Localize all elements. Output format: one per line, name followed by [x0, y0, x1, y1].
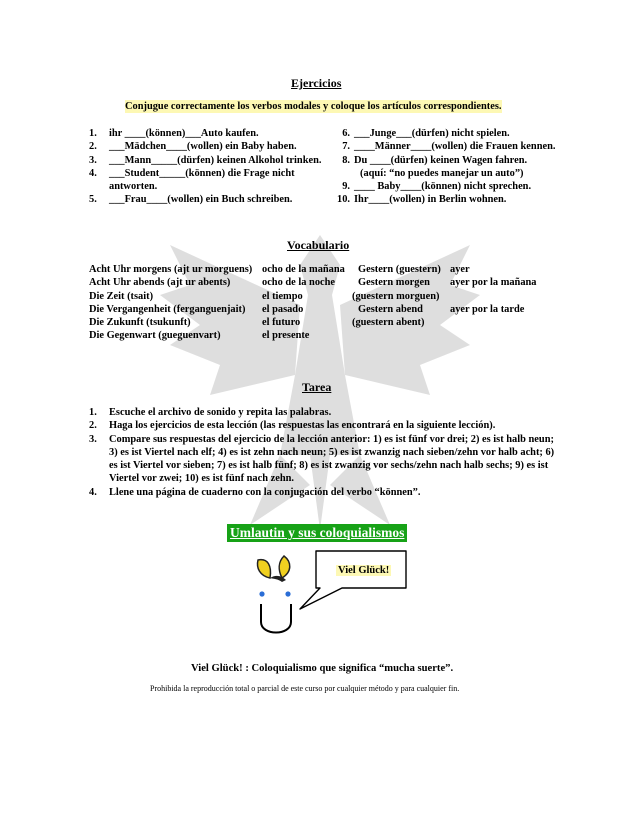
ejercicios-left-list	[89, 127, 321, 207]
vocab-translation: ayer por la mañana	[450, 277, 537, 289]
vocab-spanish-column-2	[450, 263, 537, 316]
vocab-spacer	[450, 290, 537, 303]
exercise-item: 3. ___Mann_____(dürfen) keinen Alkohol trinken.	[89, 154, 322, 166]
ejercicios-title: Ejercicios	[291, 76, 342, 90]
ejercicios-instruction: Conjugue correctamente los verbos modales y coloque los artículos correspondientes.	[125, 101, 502, 112]
vocab-term: Acht Uhr morgens (ajt ur morguens)	[89, 264, 253, 275]
speech-bubble	[270, 548, 410, 612]
umlautin-caption: Viel Glück! : Coloquialismo que significa “mucha suerte”.	[191, 663, 454, 674]
vocab-translation: ayer por la tarde	[450, 303, 525, 315]
task-item: 1. Escuche el archivo de sonido y repita las palabras.	[89, 407, 332, 418]
exercise-item-continuation: antworten.	[109, 181, 158, 193]
exercise-item: 7. ____Männer____(wollen) die Frauen kennen.	[342, 141, 556, 153]
vocab-german-column	[89, 263, 252, 343]
exercise-item: 1. ihr ____(können)___Auto kaufen.	[89, 128, 259, 139]
vocab-term: (guestern morguen)	[352, 290, 440, 302]
exercise-item: 9. ____ Baby____(können) nicht sprechen.	[342, 181, 532, 193]
vocab-translation: el tiempo	[262, 290, 303, 302]
vocab-term: Gestern (guestern)	[358, 264, 441, 275]
vocab-term: Gestern morgen	[358, 277, 430, 289]
task-item: 3. Compare sus respuestas del ejercicio de la lección anterior: 1) es ist fünf vor drei; 2) es ist halb neun; 3) es ist Viertel nach elf; 4) es ist zehn nach neun; 5) es ist zwanzig nach sieben/zehn vor halb acht; 6) es ist Viertel vor sieben; 7) es ist halb fünf; 8) es ist zwanzig vor sechs/zehn nach halb sechs; 9) es ist Viertel vor zwei; 10) es ist fünf nach zehn.	[89, 433, 555, 485]
vocab-term: Die Vergangenheit (ferganguenjait)	[89, 303, 246, 315]
vocab-translation: el presente	[262, 330, 310, 342]
tarea-title: Tarea	[302, 380, 332, 394]
vocab-translation: ocho de la noche	[262, 277, 336, 289]
vocabulario-title: Vocabulario	[287, 238, 350, 252]
vocab-term: Gestern abend	[358, 303, 423, 315]
ejercicios-right-list	[330, 127, 555, 207]
vocab-term: Die Gegenwart (gueguenvart)	[89, 330, 221, 342]
vocab-term: Die Zukunft (tsukunft)	[89, 317, 191, 329]
vocab-translation: ocho de la mañana	[262, 264, 345, 275]
vocab-translation: el pasado	[262, 303, 304, 315]
umlautin-title: Umlautin y sus coloquialismos	[227, 524, 407, 542]
vocab-term: Die Zeit (tsait)	[89, 290, 154, 302]
vocab-spanish-column	[262, 263, 345, 343]
task-item: 4. Llene una página de cuaderno con la conjugación del verbo “können”.	[89, 486, 421, 498]
exercise-item: 6. ___Junge___(dürfen) nicht spielen.	[342, 128, 510, 139]
exercise-item: 2. ___Mädchen____(wollen) ein Baby haben.	[89, 141, 297, 153]
exercise-item: 8. Du ____(dürfen) keinen Wagen fahren.	[342, 154, 528, 166]
speech-bubble-text: Viel Glück!	[338, 565, 390, 576]
vocab-term: Acht Uhr abends (ajt ur abents)	[89, 277, 231, 289]
vocab-translation: ayer	[450, 264, 470, 275]
task-item: 2. Haga los ejercicios de esta lección (las respuestas las encontrará en la siguiente lección).	[89, 420, 496, 432]
tarea-list	[89, 406, 559, 499]
exercise-item: 10. Ihr____(wollen) in Berlin wohnen.	[337, 194, 507, 206]
vocab-german-column-2	[352, 263, 441, 329]
exercise-item-note: (aquí: “no puedes manejar un auto”)	[360, 167, 524, 179]
vocab-term: (guestern abent)	[352, 317, 425, 329]
vocab-translation: el futuro	[262, 317, 301, 329]
exercise-item: 4. ___Student_____(können) die Frage nicht	[89, 167, 295, 179]
footer-copyright: Prohibida la reproducción total o parcial de este curso por cualquier método y para cualquier fin.	[150, 684, 460, 693]
exercise-item: 5. ___Frau____(wollen) ein Buch schreiben.	[89, 194, 293, 206]
